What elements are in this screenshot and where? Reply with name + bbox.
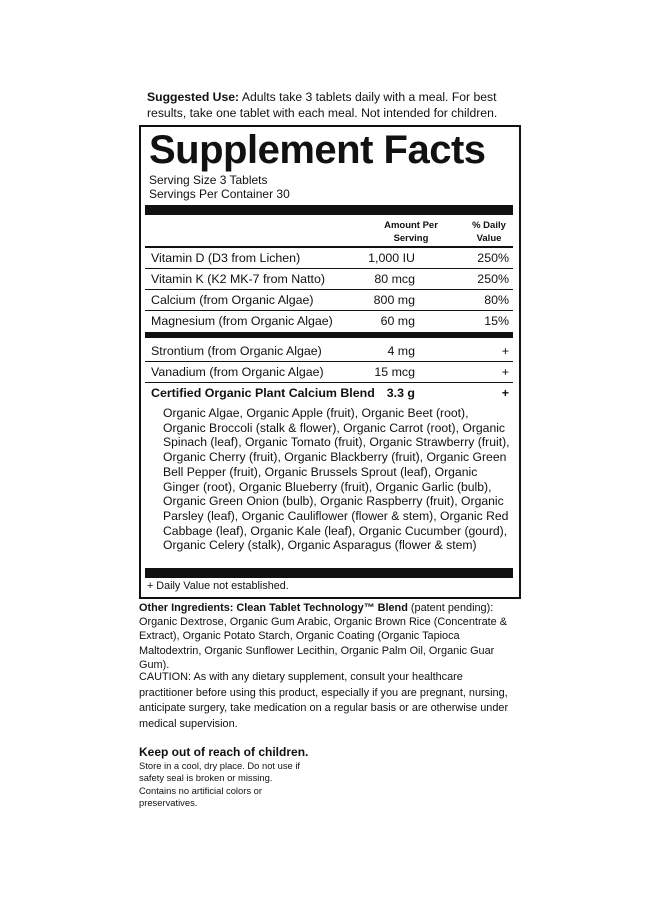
facts-title: Supplement Facts xyxy=(149,128,486,172)
nutrient-dv: 15% xyxy=(484,314,509,328)
nutrient-name: Vitamin K (K2 MK-7 from Natto) xyxy=(151,272,325,286)
bottom-divider xyxy=(145,568,513,578)
dv-footnote: + Daily Value not established. xyxy=(147,580,289,592)
keep-out-title: Keep out of reach of children. xyxy=(139,745,309,759)
blend-name: Certified Organic Plant Calcium Blend xyxy=(151,386,375,400)
nutrient-row xyxy=(151,341,509,361)
nutrient-row xyxy=(151,248,509,268)
nutrient-row xyxy=(151,311,509,331)
serving-info xyxy=(149,173,290,201)
col-header-amount-line1: Amount Per xyxy=(384,220,438,231)
thick-divider xyxy=(145,205,513,215)
blend-amount: 3.3 g xyxy=(386,386,415,400)
keep-out-text: Store in a cool, dry place. Do not use if safety seal is broken or missing. Contains no artificial colors or preservatives. xyxy=(139,760,301,809)
nutrient-row xyxy=(151,269,509,289)
nutrient-name: Calcium (from Organic Algae) xyxy=(151,293,314,307)
caution-label: CAUTION: xyxy=(139,671,192,683)
nutrient-amount: 4 mg xyxy=(387,344,415,358)
nutrient-dv: 80% xyxy=(484,293,509,307)
nutrient-name: Magnesium (from Organic Algae) xyxy=(151,314,333,328)
nutrient-name: Strontium (from Organic Algae) xyxy=(151,344,322,358)
blend-dv: + xyxy=(501,386,509,400)
col-header-amount xyxy=(379,219,443,245)
nutrient-amount: 800 mg xyxy=(373,293,415,307)
servings-per-container: Servings Per Container 30 xyxy=(149,187,290,201)
caution-statement xyxy=(139,670,509,732)
other-ingredients-label: Other Ingredients: Clean Tablet Technology™ Blend xyxy=(139,602,408,614)
nutrient-dv: + xyxy=(501,344,509,358)
blend-ingredients: Organic Algae, Organic Apple (fruit), Organic Beet (root), Organic Broccoli (stalk & flower), Organic Carrot (root), Organic Spinach (leaf), Organic Tomato (fruit), Organic Strawberry (fruit), Organic Cherry (fruit), Organic Blackberry (fruit), Organic Green Bell Pepper (fruit), Organic Brussels Sprout (leaf), Organic Ginger (root), Organic Blueberry (fruit), Organic Garlic (bulb), Organic Green Onion (bulb), Organic Raspberry (fruit), Organic Parsley (leaf), Organic Cauliflower (flower & stem), Organic Red Cabbage (leaf), Organic Kale (leaf), Organic Cucumber (gourd), Organic Celery (stalk), Organic Asparagus (flower & stem) xyxy=(163,406,510,553)
nutrient-amount: 80 mcg xyxy=(374,272,415,286)
nutrient-name: Vitamin D (D3 from Lichen) xyxy=(151,251,301,265)
nutrient-row xyxy=(151,290,509,310)
col-header-dv-line1: % Daily xyxy=(472,220,506,231)
other-ingredients-text: (patent pending): Organic Dextrose, Organic Gum Arabic, Organic Brown Rice (Concentrate & Extract), Organic Potato Starch, Organic Coating (Organic Tapioca Maltodextrin, Organic Sunflower Lecithin, Organic Palm Oil, Organic Guar Gum). xyxy=(139,602,508,671)
serving-size: Serving Size 3 Tablets xyxy=(149,173,268,187)
nutrient-amount: 60 mg xyxy=(380,314,415,328)
nutrient-dv: 250% xyxy=(477,272,509,286)
other-ingredients xyxy=(139,601,519,672)
nutrient-row xyxy=(151,362,509,382)
col-header-dv-line2: Value xyxy=(476,233,502,244)
supplement-facts-panel xyxy=(139,125,521,599)
caution-text: As with any dietary supplement, consult your healthcare practitioner before using this product, especially if you are pregnant, nursing, anticipate surgery, take medication on a regular basis or are otherwise under medical supervision. xyxy=(139,671,509,730)
nutrient-dv: + xyxy=(501,365,509,379)
nutrient-name: Vanadium (from Organic Algae) xyxy=(151,365,324,379)
suggested-use-label: Suggested Use: xyxy=(147,90,240,104)
suggested-use-text: Adults take 3 tablets daily with a meal. For best results, take one tablet with each meal. Not intended for children. xyxy=(147,90,498,120)
col-header-amount-line2: Serving xyxy=(393,233,429,244)
nutrient-dv: 250% xyxy=(477,251,509,265)
suggested-use xyxy=(147,89,527,121)
nutrient-amount: 1,000 IU xyxy=(368,251,415,265)
blend-row xyxy=(151,383,509,403)
mid-divider xyxy=(145,332,513,338)
col-header-dv xyxy=(463,219,515,245)
nutrient-amount: 15 mcg xyxy=(374,365,415,379)
